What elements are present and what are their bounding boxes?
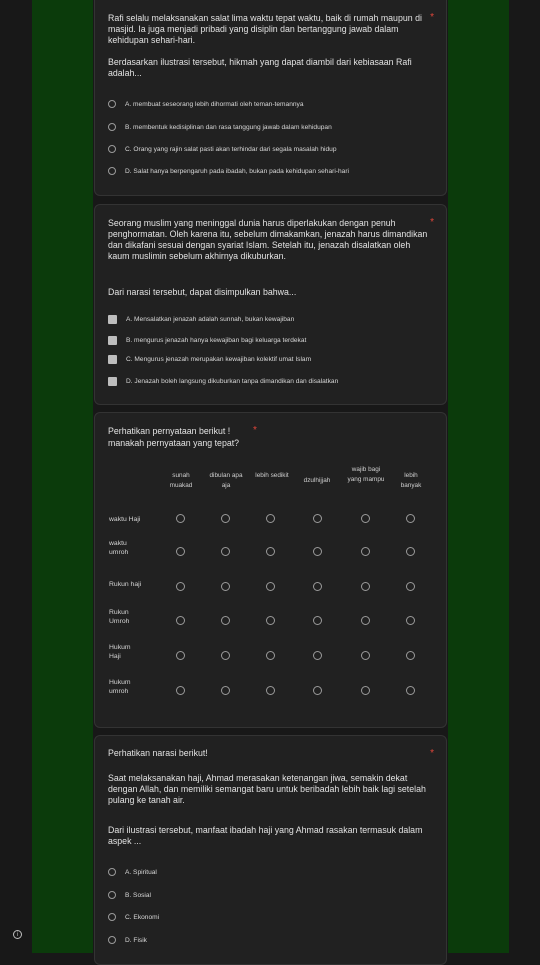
question-card-2 <box>94 204 447 405</box>
grid-radio-button[interactable] <box>266 686 275 695</box>
grid-radio-button[interactable] <box>313 616 322 625</box>
grid-radio-button[interactable] <box>221 651 230 660</box>
option-label: B. membentuk kedisiplinan dan rasa tanggung jawab dalam kehidupan <box>125 123 332 131</box>
grid-radio-button[interactable] <box>361 582 370 591</box>
grid-radio-button[interactable] <box>221 582 230 591</box>
grid-radio-button[interactable] <box>176 686 185 695</box>
radio-button[interactable] <box>108 123 116 131</box>
option-d[interactable] <box>108 375 338 387</box>
grid-radio-button[interactable] <box>406 547 415 556</box>
grid-radio-button[interactable] <box>313 514 322 523</box>
option-a[interactable] <box>108 313 294 325</box>
grid-radio-button[interactable] <box>313 651 322 660</box>
grid-radio-button[interactable] <box>176 514 185 523</box>
option-label: A. Spiritual <box>125 868 157 876</box>
grid-radio-button[interactable] <box>266 547 275 556</box>
column-header: dzulhijjah <box>303 477 331 484</box>
option-label: D. Salat hanya berpengaruh pada ibadah, bukan pada kehidupan sehari-hari <box>125 167 349 175</box>
grid-radio-button[interactable] <box>176 582 185 591</box>
question-card-3 <box>94 412 447 728</box>
option-d[interactable] <box>108 165 349 177</box>
grid-radio-button[interactable] <box>221 686 230 695</box>
right-background-stripe <box>448 0 509 953</box>
grid-radio-button[interactable] <box>406 514 415 523</box>
radio-button[interactable] <box>108 913 116 921</box>
question-text: Rafi selalu melaksanakan salat lima waktu tepat waktu, baik di rumah maupun di masjid. Ia juga menjadi pribadi yang disiplin dan bertanggung jawab dalam kehidupan sehari-hari. <box>108 13 422 46</box>
radio-button[interactable] <box>108 868 116 876</box>
required-asterisk: * <box>430 748 434 759</box>
grid-radio-button[interactable] <box>406 651 415 660</box>
option-a[interactable] <box>108 98 304 110</box>
required-asterisk: * <box>430 12 434 23</box>
option-b[interactable] <box>108 121 332 133</box>
option-label: D. Fisik <box>125 936 147 944</box>
grid-radio-button[interactable] <box>221 616 230 625</box>
option-label: B. Sosial <box>125 891 152 899</box>
column-header: wajib bagi yang mampu <box>347 466 385 483</box>
checkbox[interactable] <box>108 355 117 364</box>
radio-button[interactable] <box>108 936 116 944</box>
question-prompt: Dari ilustrasi tersebut, manfaat ibadah haji yang Ahmad rasakan termasuk dalam aspek ... <box>108 825 423 847</box>
row-label: Rukun haji <box>109 581 142 588</box>
question-narrative: Saat melaksanakan haji, Ahmad merasakan ketenangan jiwa, semakin dekat dengan Allah, dan memiliki semangat baru untuk beribadah lebih baik lagi setelah pulang ke tanah air. <box>108 773 426 806</box>
grid-radio-button[interactable] <box>361 651 370 660</box>
option-label: A. membuat seseorang lebih dihormati oleh teman-temannya <box>125 100 304 108</box>
question-prompt: manakah pernyataan yang tepat? <box>108 438 240 448</box>
radio-button[interactable] <box>108 891 116 899</box>
grid-radio-button[interactable] <box>313 686 322 695</box>
column-header: sunah muakad <box>169 472 193 489</box>
grid-radio-button[interactable] <box>266 514 275 523</box>
option-c[interactable] <box>108 911 159 923</box>
grid-radio-button[interactable] <box>361 686 370 695</box>
grid-radio-button[interactable] <box>266 616 275 625</box>
question-text: Perhatikan narasi berikut! <box>108 748 208 758</box>
row-label: Hukum Haji <box>109 644 131 660</box>
column-header: dibulan apa aja <box>209 472 243 489</box>
grid-radio-button[interactable] <box>221 514 230 523</box>
grid-radio-button[interactable] <box>176 547 185 556</box>
option-c[interactable] <box>108 143 337 155</box>
required-asterisk: * <box>430 217 434 228</box>
grid-radio-button[interactable] <box>266 582 275 591</box>
grid-radio-button[interactable] <box>176 651 185 660</box>
left-background-stripe <box>32 0 93 953</box>
radio-button[interactable] <box>108 167 116 175</box>
grid-radio-button[interactable] <box>313 547 322 556</box>
grid-radio-button[interactable] <box>313 582 322 591</box>
grid-radio-button[interactable] <box>176 616 185 625</box>
option-label: D. Jenazah boleh langsung dikuburkan tanpa dimandikan dan disalatkan <box>126 377 339 385</box>
row-label: waktu umroh <box>109 540 129 556</box>
grid-radio-button[interactable] <box>361 514 370 523</box>
question-prompt: Berdasarkan ilustrasi tersebut, hikmah yang dapat diambil dari kebiasaan Rafi adalah... <box>108 57 412 79</box>
grid-radio-button[interactable] <box>266 651 275 660</box>
row-label: waktu Haji <box>109 516 141 523</box>
option-label: A. Mensalatkan jenazah adalah sunnah, bukan kewajiban <box>126 315 295 323</box>
option-label: B. mengurus jenazah hanya kewajiban bagi keluarga terdekat <box>126 336 307 344</box>
column-header: lebih sedikit <box>255 472 289 479</box>
grid-radio-button[interactable] <box>361 547 370 556</box>
question-text: Seorang muslim yang meninggal dunia harus diperlakukan dengan penuh penghormatan. Oleh karena itu, sebelum dimakamkan, jenazah harus dimandikan dan dikafani sesuai dengan syariat Islam. Setelah itu, jenazah disalatkan oleh kaum muslimin sebelum akhirnya dikuburkan. <box>108 218 428 262</box>
grid-radio-button[interactable] <box>406 616 415 625</box>
checkbox[interactable] <box>108 336 117 345</box>
row-label: Rukun Umroh <box>109 609 130 625</box>
option-c[interactable] <box>108 353 311 365</box>
option-a[interactable] <box>108 866 157 878</box>
option-label: C. Ekonomi <box>125 913 160 921</box>
option-label: C. Mengurus jenazah merupakan kewajiban kolektif umat Islam <box>126 355 312 363</box>
required-asterisk: * <box>253 425 257 436</box>
question-text: Perhatikan pernyataan berikut ! <box>108 426 231 436</box>
option-label: C. Orang yang rajin salat pasti akan terhindar dari segala masalah hidup <box>125 145 337 153</box>
grid-radio-button[interactable] <box>406 582 415 591</box>
question-prompt: Dari narasi tersebut, dapat disimpulkan bahwa... <box>108 287 297 297</box>
checkbox[interactable] <box>108 377 117 386</box>
option-b[interactable] <box>108 889 151 901</box>
column-header: lebih banyak <box>400 472 422 489</box>
info-icon[interactable]: i <box>13 930 22 939</box>
question-card-1 <box>94 0 447 196</box>
grid-radio-button[interactable] <box>221 547 230 556</box>
radio-button[interactable] <box>108 100 116 108</box>
grid-radio-button[interactable] <box>361 616 370 625</box>
option-b[interactable] <box>108 334 306 346</box>
checkbox[interactable] <box>108 315 117 324</box>
row-label: Hukum umroh <box>109 679 131 695</box>
question-card-4 <box>94 735 447 965</box>
grid-radio-button[interactable] <box>406 686 415 695</box>
radio-button[interactable] <box>108 145 116 153</box>
option-d[interactable] <box>108 934 147 946</box>
